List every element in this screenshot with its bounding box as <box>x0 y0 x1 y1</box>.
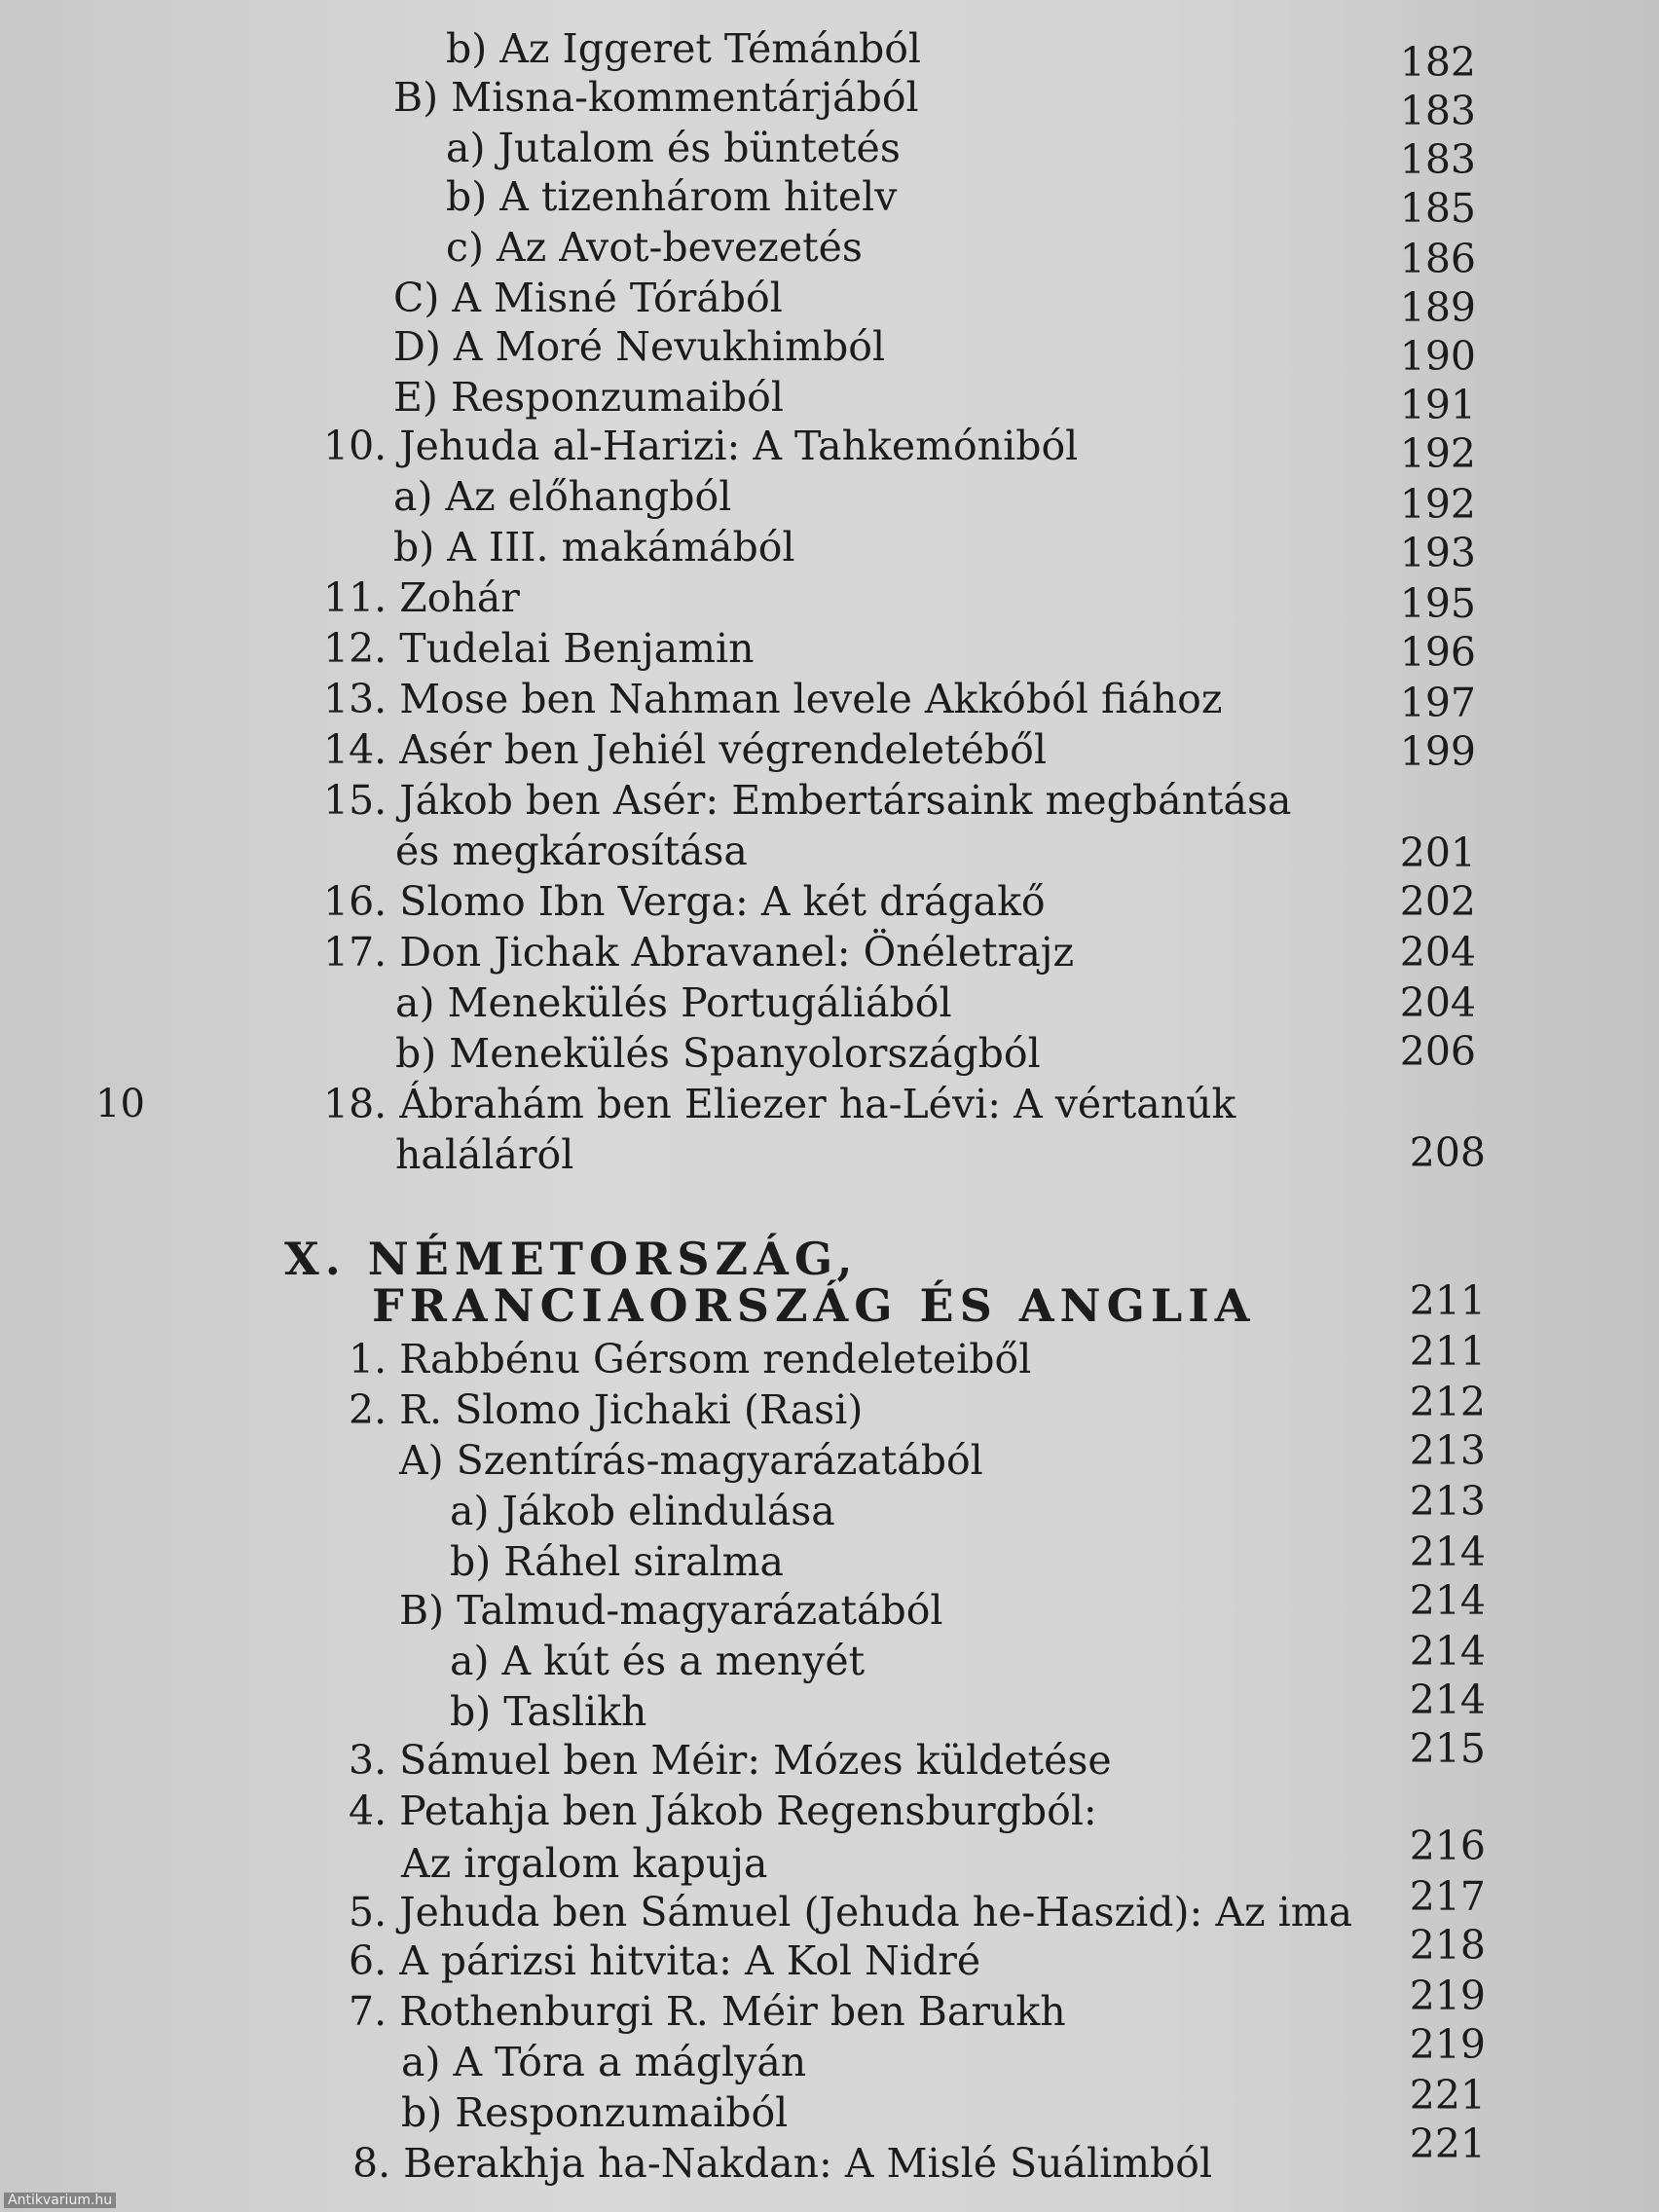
toc-entry <box>323 623 755 674</box>
toc-entry-label: 2. R. Slomo Jichaki (Rasi) <box>349 1386 864 1433</box>
toc-entry <box>393 321 885 372</box>
toc-entry-label: és megkárosítása <box>395 828 748 874</box>
toc-page-number: 211 <box>1409 1328 1486 1375</box>
toc-entry <box>446 171 897 222</box>
toc-entry-label: 14. Asér ben Jehiél végrendeletéből <box>323 726 1047 773</box>
toc-entry <box>395 1028 1041 1079</box>
toc-entry <box>450 1686 646 1737</box>
toc-entry <box>323 724 1047 775</box>
toc-entry <box>395 1129 573 1180</box>
toc-page-number: 217 <box>1409 1873 1486 1920</box>
toc-entry <box>349 1735 1112 1786</box>
toc-page-number: 192 <box>1399 430 1476 477</box>
toc-page-number: 221 <box>1409 2120 1486 2167</box>
toc-page-number: 189 <box>1399 284 1476 331</box>
toc-page-number: 221 <box>1409 2072 1486 2119</box>
toc-entry <box>323 876 1046 927</box>
toc-entry-label: a) A kút és a menyét <box>450 1638 866 1684</box>
toc-entry-label: 18. Ábrahám ben Eliezer ha-Lévi: A vértanúk <box>323 1081 1236 1127</box>
toc-entry-label: b) Taslikh <box>450 1688 647 1735</box>
toc-page-number: 202 <box>1399 878 1476 925</box>
toc-page-number: 191 <box>1399 382 1476 428</box>
toc-entry <box>323 1079 1235 1129</box>
toc-entry <box>393 372 784 423</box>
toc-entry-label: 12. Tudelai Benjamin <box>323 625 755 672</box>
page-number: 10 <box>95 1082 145 1126</box>
toc-page-number: 218 <box>1409 1922 1486 1969</box>
toc-entry-label: b) Az Iggeret Témánból <box>446 25 922 72</box>
toc-entry <box>352 2138 1212 2189</box>
toc-page-number: 214 <box>1409 1628 1486 1675</box>
watermark-logo: Antikvarium.hu <box>4 2193 116 2208</box>
toc-entry-label: 17. Don Jichak Abravanel: Önéletrajz <box>323 929 1075 976</box>
toc-entry-label: haláláról <box>395 1131 574 1178</box>
toc-entry <box>349 1334 1031 1384</box>
toc-entry-label: 3. Sámuel ben Méir: Mózes küldetése <box>349 1737 1112 1784</box>
toc-entry-label: b) Ráhel siralma <box>450 1538 784 1585</box>
toc-page-number: 193 <box>1399 530 1476 576</box>
toc-entry-label: 4. Petahja ben Jákob Regensburgból: <box>349 1788 1097 1834</box>
toc-page-number: 213 <box>1409 1478 1486 1525</box>
toc-entry <box>349 1384 863 1435</box>
toc-page-number: 208 <box>1409 1129 1486 1176</box>
toc-page-number: 204 <box>1399 979 1476 1026</box>
toc-entry-label: Az irgalom kapuja <box>401 1840 768 1887</box>
toc-page-number: 185 <box>1399 185 1476 232</box>
toc-entry-label: 16. Slomo Ibn Verga: A két drágakő <box>323 878 1046 925</box>
toc-entry-label: E) Responzumaiból <box>393 374 784 421</box>
toc-entry <box>401 2087 788 2138</box>
toc-entry <box>395 977 952 1028</box>
toc-entry <box>323 674 1222 724</box>
toc-entry <box>401 2037 806 2087</box>
toc-entry <box>395 826 748 876</box>
toc-entry <box>323 775 1291 826</box>
toc-page-number: 183 <box>1399 88 1476 134</box>
toc-entry <box>399 1585 943 1636</box>
toc-page-number: 212 <box>1409 1379 1486 1425</box>
toc-entry <box>446 123 901 173</box>
toc-page-number: 199 <box>1399 728 1476 775</box>
toc-entry <box>450 1486 835 1536</box>
section-heading-line2: FRANCIAORSZÁG ÉS ANGLIA <box>372 1279 1256 1332</box>
toc-page-number: 197 <box>1399 680 1476 726</box>
toc-entry <box>446 222 863 273</box>
toc-page-number: 213 <box>1409 1427 1486 1474</box>
toc-entry-label: 10. Jehuda al-Harizi: A Tahkemóniból <box>323 423 1079 469</box>
toc-entry-label: C) A Misné Tórából <box>393 275 783 321</box>
toc-page-number: 211 <box>1409 1277 1486 1324</box>
toc-entry <box>349 1986 1066 2037</box>
toc-entry <box>401 1838 767 1889</box>
toc-entry-label: A) Szentírás-magyarázatából <box>399 1437 983 1484</box>
toc-entry-label: D) A Moré Nevukhimból <box>393 323 886 370</box>
toc-entry-label: a) Jákob elindulása <box>450 1488 835 1534</box>
toc-entry-label: c) Az Avot-bevezetés <box>446 224 863 271</box>
toc-entry <box>323 572 520 623</box>
toc-page-number: 201 <box>1399 830 1476 876</box>
toc-page-number: 215 <box>1409 1725 1486 1772</box>
toc-entry-label: a) Jutalom és büntetés <box>446 125 901 171</box>
toc-entry-label: a) Az előhangból <box>393 473 732 520</box>
toc-entry-label: 7. Rothenburgi R. Méir ben Barukh <box>349 1988 1066 2035</box>
toc-entry-label: 15. Jákob ben Asér: Embertársaink megbántása <box>323 777 1292 824</box>
toc-entry <box>393 273 783 323</box>
section-heading-line1: X. NÉMETORSZÁG, <box>284 1233 859 1285</box>
toc-entry <box>349 1786 1097 1836</box>
toc-entry <box>393 72 919 123</box>
toc-page-number: 196 <box>1399 629 1476 676</box>
toc-page-number: 195 <box>1399 580 1476 627</box>
toc-entry <box>393 522 795 572</box>
toc-page-number: 190 <box>1399 333 1476 380</box>
toc-entry-label: 5. Jehuda ben Sámuel (Jehuda he-Haszid): Az ima <box>349 1889 1353 1936</box>
toc-entry-label: 8. Berakhja ha-Nakdan: A Mislé Suálimból <box>352 2140 1213 2187</box>
toc-entry-label: a) A Tóra a máglyán <box>401 2039 807 2085</box>
toc-entry-label: 13. Mose ben Nahman levele Akkóból fiához <box>323 676 1223 722</box>
toc-entry-label: B) Talmud-magyarázatából <box>399 1587 943 1634</box>
toc-entry-label: b) Menekülés Spanyolországból <box>395 1030 1041 1077</box>
toc-entry <box>399 1435 983 1486</box>
toc-entry <box>446 23 921 74</box>
toc-page-number: 219 <box>1409 2021 1486 2068</box>
toc-page-number: 214 <box>1409 1529 1486 1575</box>
toc-entry <box>349 1936 980 1986</box>
toc-page-number: 216 <box>1409 1823 1486 1869</box>
toc-entry-label: b) Responzumaiból <box>401 2089 789 2136</box>
toc-entry-label: b) A III. makámából <box>393 524 795 571</box>
toc-page-number: 214 <box>1409 1677 1486 1723</box>
toc-page-number: 183 <box>1399 136 1476 183</box>
toc-entry <box>323 927 1074 977</box>
toc-entry-label: b) A tizenhárom hitelv <box>446 173 898 220</box>
toc-entry-label: 11. Zohár <box>323 574 520 621</box>
toc-entry <box>393 471 731 522</box>
toc-page-number: 182 <box>1399 39 1476 86</box>
toc-entry-label: B) Misna-kommentárjából <box>393 74 919 121</box>
toc-page-number: 192 <box>1399 481 1476 528</box>
toc-entry <box>450 1536 784 1587</box>
toc-page-number: 206 <box>1399 1028 1476 1075</box>
toc-page-number: 214 <box>1409 1577 1486 1624</box>
toc-page-number: 204 <box>1399 929 1476 976</box>
toc-entry-label: 6. A párizsi hitvita: A Kol Nidré <box>349 1937 981 1984</box>
toc-entry-label: a) Menekülés Portugáliából <box>395 979 952 1026</box>
toc-entry <box>349 1887 1352 1937</box>
toc-entry <box>323 421 1078 471</box>
toc-entry <box>450 1636 865 1686</box>
toc-entry-label: 1. Rabbénu Gérsom rendeleteiből <box>349 1336 1032 1382</box>
toc-page-number: 219 <box>1409 1972 1486 2019</box>
toc-page-number: 186 <box>1399 236 1476 282</box>
